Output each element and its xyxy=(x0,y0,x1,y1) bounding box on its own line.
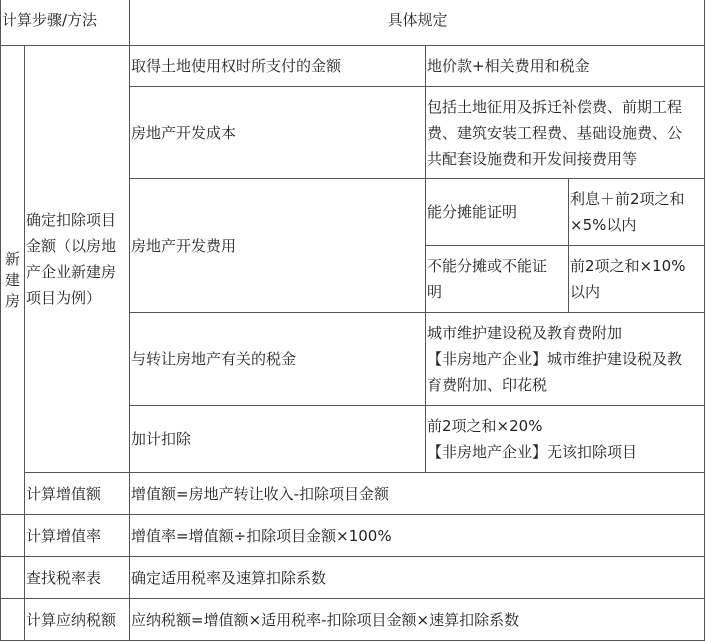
dev-expense-case-a-rule-cell xyxy=(569,179,705,246)
step-name-cell xyxy=(25,557,130,599)
dev-expense-case-b-rule-line-1: 前2项之和×10% xyxy=(570,257,686,275)
dev-cost-rule-cell xyxy=(426,87,705,179)
step-rule: 增值率=增值额÷扣除项目金额×100% xyxy=(131,526,392,545)
extra-label-cell xyxy=(130,406,426,473)
land-cost-label-cell xyxy=(130,46,426,87)
category-label-char: 房 xyxy=(4,291,20,310)
step-name: 查找税率表 xyxy=(26,568,102,587)
category-label xyxy=(1,249,24,312)
step-category-cell xyxy=(1,515,25,557)
step-name-cell xyxy=(25,599,130,641)
deduction-label-cell xyxy=(25,46,130,473)
category-label-char: 建 xyxy=(4,270,20,289)
dev-expense-case-a-rule-line-2: ×5%以内 xyxy=(570,216,637,234)
extra-rule-line-2: 【非房地产企业】无该扣除项目 xyxy=(427,443,638,461)
header-step-label: 计算步骤/方法 xyxy=(2,11,98,29)
step-rule-cell xyxy=(130,599,705,641)
deduction-label-line-2: 金额（以房地 xyxy=(26,237,117,255)
dev-expense-case-b-rule-cell xyxy=(569,246,705,313)
step-row xyxy=(1,599,705,641)
step-name: 计算应纳税额 xyxy=(26,610,117,629)
header-rule-cell xyxy=(130,0,705,46)
dev-cost-rule-line-1: 包括土地征用及拆迁补偿费、前期工程 xyxy=(427,97,683,116)
step-category-cell xyxy=(1,557,25,599)
dev-expense-case-b-line-2: 明 xyxy=(427,283,443,301)
step-rule-cell xyxy=(130,557,705,599)
step-name: 计算增值率 xyxy=(26,526,102,545)
deduction-label-line-3: 产企业新建房 xyxy=(26,263,117,281)
dev-expense-case-b-cell xyxy=(426,246,569,313)
dev-expense-case-a-rule-line-1: 利息＋前2项之和 xyxy=(570,190,685,208)
header-step-cell xyxy=(1,0,130,46)
step-rule-cell xyxy=(130,515,705,557)
land-cost-rule: 地价款+相关费用和税金 xyxy=(427,57,590,75)
tax-label: 与转让房地产有关的税金 xyxy=(131,350,297,368)
step-category-cell xyxy=(1,599,25,641)
step-name-cell xyxy=(25,473,130,515)
deduction-label-line-1: 确定扣除项目 xyxy=(26,211,117,229)
category-cell xyxy=(1,46,25,515)
header-rule-label: 具体规定 xyxy=(387,11,448,29)
dev-expense-case-a: 能分摊能证明 xyxy=(427,203,518,221)
tax-rule-line-3: 育费附加、印花税 xyxy=(427,376,548,394)
dev-expense-case-b-line-1: 不能分摊或不能证 xyxy=(427,257,548,275)
step-rule: 应纳税额=增值额×适用税率-扣除项目金额×速算扣除系数 xyxy=(131,610,520,629)
extra-rule-line-1: 前2项之和×20% xyxy=(427,417,543,435)
step-rule: 增值额=房地产转让收入-扣除项目金额 xyxy=(131,484,389,503)
step-row xyxy=(1,473,705,515)
dev-cost-label: 房地产开发成本 xyxy=(131,123,237,142)
step-rule-cell xyxy=(130,473,705,515)
step-row xyxy=(1,557,705,599)
dev-expense-case-b-rule-line-2: 以内 xyxy=(570,283,601,301)
step-rule: 确定适用税率及速算扣除系数 xyxy=(131,568,327,587)
step-name: 计算增值额 xyxy=(26,484,102,503)
land-cost-rule-cell xyxy=(426,46,705,87)
dev-expense-case-a-cell xyxy=(426,179,569,246)
category-label-char: 新 xyxy=(4,249,20,268)
tax-rule-cell xyxy=(426,313,705,406)
dev-cost-rule-line-3: 共配套设施费和开发间接费用等 xyxy=(427,149,638,168)
extra-label: 加计扣除 xyxy=(131,430,192,448)
step-name-cell xyxy=(25,515,130,557)
dev-expense-label: 房地产开发费用 xyxy=(131,236,237,255)
deduction-row-land xyxy=(1,46,705,87)
dev-cost-label-cell xyxy=(130,87,426,179)
step-row xyxy=(1,515,705,557)
tax-rule-line-1: 城市维护建设税及教育费附加 xyxy=(427,324,623,342)
extra-rule-cell xyxy=(426,406,705,473)
tax-label-cell xyxy=(130,313,426,406)
tax-rule-line-2: 【非房地产企业】城市维护建设税及教 xyxy=(427,350,683,368)
dev-expense-label-cell xyxy=(130,179,426,313)
dev-cost-rule-line-2: 费、建筑安装工程费、基础设施费、公 xyxy=(427,123,683,142)
deduction-label-line-4: 项目为例） xyxy=(26,289,102,307)
header-row xyxy=(1,0,705,46)
land-cost-label: 取得土地使用权时所支付的金额 xyxy=(131,57,342,75)
